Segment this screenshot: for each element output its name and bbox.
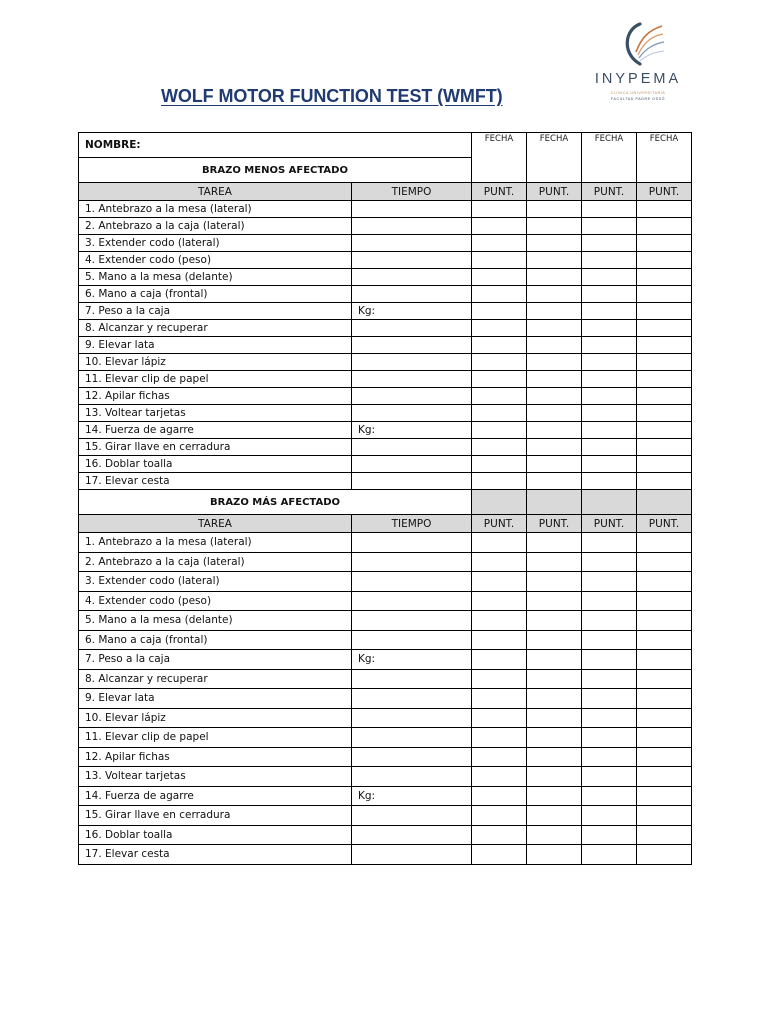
task-label: 1. Antebrazo a la mesa (lateral) [79,201,352,218]
score-cell[interactable] [472,405,527,422]
task-row [79,303,692,320]
section-title-row [79,490,692,515]
score-cell[interactable] [582,591,637,611]
column-header: TAREA [79,183,352,201]
task-row [79,422,692,439]
page-title: WOLF MOTOR FUNCTION TEST (WMFT) [161,86,503,106]
tiempo-cell[interactable] [352,439,472,456]
column-header-row [79,515,692,533]
score-cell[interactable] [582,456,637,473]
score-cell[interactable] [472,708,527,728]
task-label: 17. Elevar cesta [79,845,352,865]
task-row [79,405,692,422]
score-cell[interactable] [582,650,637,670]
score-cell[interactable] [472,630,527,650]
score-cell[interactable] [472,303,527,320]
score-cell[interactable] [637,337,692,354]
score-cell[interactable] [472,533,527,553]
task-label: 12. Apilar fichas [79,747,352,767]
tiempo-cell[interactable] [352,456,472,473]
score-cell[interactable] [637,806,692,826]
task-label: 7. Peso a la caja [79,650,352,670]
task-row [79,439,692,456]
score-cell[interactable] [472,320,527,337]
score-cell[interactable] [472,611,527,631]
fecha-placeholder-cell [582,490,637,515]
score-cell[interactable] [637,422,692,439]
task-row [79,767,692,787]
score-cell[interactable] [472,728,527,748]
score-cell[interactable] [527,650,582,670]
score-cell[interactable] [582,845,637,865]
score-cell[interactable] [472,825,527,845]
task-label: 17. Elevar cesta [79,473,352,490]
score-cell[interactable] [527,201,582,218]
score-cell[interactable] [637,611,692,631]
score-cell[interactable] [582,689,637,709]
task-label: 8. Alcanzar y recuperar [79,669,352,689]
tiempo-cell[interactable] [352,552,472,572]
wmft-form-table [78,132,692,865]
score-cell[interactable] [527,473,582,490]
logo-subtitle-2: FACULTAD PADRE OSSÓ [610,97,666,101]
score-cell[interactable] [527,806,582,826]
tiempo-cell[interactable] [352,611,472,631]
tiempo-cell[interactable] [352,405,472,422]
score-cell[interactable] [527,337,582,354]
task-row [79,708,692,728]
score-cell[interactable] [637,269,692,286]
fecha-field-1[interactable]: FECHA [472,133,527,183]
tiempo-cell[interactable] [352,354,472,371]
score-cell[interactable] [527,218,582,235]
score-cell[interactable] [527,320,582,337]
score-cell[interactable] [637,303,692,320]
tiempo-cell[interactable] [352,591,472,611]
task-row [79,728,692,748]
score-cell[interactable] [637,572,692,592]
score-cell[interactable] [472,767,527,787]
score-cell[interactable] [637,552,692,572]
logo-name: INYPEMA [594,71,682,87]
score-cell[interactable] [582,388,637,405]
score-cell[interactable] [527,388,582,405]
score-cell[interactable] [527,825,582,845]
score-cell[interactable] [582,630,637,650]
score-cell[interactable] [582,728,637,748]
task-label: 3. Extender codo (lateral) [79,235,352,252]
score-cell[interactable] [527,552,582,572]
score-cell[interactable] [527,286,582,303]
task-row [79,611,692,631]
logo-subtitle: CLÍNICA UNIVERSITARIA [610,91,666,95]
task-label: 6. Mano a caja (frontal) [79,286,352,303]
score-cell[interactable] [472,201,527,218]
score-cell[interactable] [637,747,692,767]
score-cell[interactable] [527,708,582,728]
score-cell[interactable] [527,591,582,611]
task-row [79,552,692,572]
score-cell[interactable] [472,422,527,439]
score-cell[interactable] [637,669,692,689]
task-label: 4. Extender codo (peso) [79,591,352,611]
column-header: PUNT. [472,515,527,533]
score-cell[interactable] [472,337,527,354]
task-label: 2. Antebrazo a la caja (lateral) [79,218,352,235]
score-cell[interactable] [527,572,582,592]
score-cell[interactable] [637,533,692,553]
score-cell[interactable] [527,252,582,269]
column-header: PUNT. [527,183,582,201]
score-cell[interactable] [527,533,582,553]
task-label: 9. Elevar lata [79,337,352,354]
score-cell[interactable] [582,218,637,235]
task-row [79,669,692,689]
task-label: 5. Mano a la mesa (delante) [79,611,352,631]
score-cell[interactable] [582,286,637,303]
score-cell[interactable] [582,337,637,354]
task-label: 15. Girar llave en cerradura [79,439,352,456]
column-header: PUNT. [637,183,692,201]
score-cell[interactable] [472,269,527,286]
score-cell[interactable] [527,371,582,388]
score-cell[interactable] [527,405,582,422]
score-cell[interactable] [637,218,692,235]
score-cell[interactable] [472,747,527,767]
task-label: 5. Mano a la mesa (delante) [79,269,352,286]
score-cell[interactable] [637,286,692,303]
column-header: TAREA [79,515,352,533]
score-cell[interactable] [637,630,692,650]
task-label: 13. Voltear tarjetas [79,405,352,422]
score-cell[interactable] [582,252,637,269]
score-cell[interactable] [472,650,527,670]
score-cell[interactable] [582,201,637,218]
column-header: PUNT. [582,183,637,201]
tiempo-cell[interactable] [352,767,472,787]
score-cell[interactable] [637,767,692,787]
tiempo-cell[interactable] [352,337,472,354]
score-cell[interactable] [637,201,692,218]
task-row [79,371,692,388]
score-cell[interactable] [582,235,637,252]
score-cell[interactable] [527,235,582,252]
score-cell[interactable] [582,806,637,826]
task-row [79,286,692,303]
task-row [79,456,692,473]
score-cell[interactable] [527,456,582,473]
score-cell[interactable] [527,630,582,650]
tiempo-cell[interactable] [352,845,472,865]
score-cell[interactable] [637,235,692,252]
tiempo-cell[interactable] [352,201,472,218]
score-cell[interactable] [527,689,582,709]
task-label: 15. Girar llave en cerradura [79,806,352,826]
score-cell[interactable] [582,767,637,787]
score-cell[interactable] [472,591,527,611]
task-label: 6. Mano a caja (frontal) [79,630,352,650]
score-cell[interactable] [472,786,527,806]
fecha-field-4[interactable]: FECHA [637,133,692,183]
inypema-logo-icon [610,22,666,70]
task-label: 9. Elevar lata [79,689,352,709]
score-cell[interactable] [472,572,527,592]
nombre-field[interactable]: NOMBRE: [79,133,472,158]
tiempo-cell[interactable] [352,473,472,490]
nombre-row [79,133,692,158]
tiempo-cell[interactable] [352,371,472,388]
tiempo-cell[interactable] [352,669,472,689]
score-cell[interactable] [527,747,582,767]
task-row [79,650,692,670]
score-cell[interactable] [582,405,637,422]
score-cell[interactable] [472,388,527,405]
score-cell[interactable] [527,303,582,320]
column-header: PUNT. [527,515,582,533]
score-cell[interactable] [637,650,692,670]
task-row [79,806,692,826]
score-cell[interactable] [472,689,527,709]
tiempo-cell[interactable] [352,235,472,252]
score-cell[interactable] [527,422,582,439]
task-row [79,473,692,490]
section-title: BRAZO MENOS AFECTADO [79,158,472,183]
score-cell[interactable] [582,320,637,337]
tiempo-cell[interactable] [352,218,472,235]
fecha-placeholder-cell [527,490,582,515]
task-row [79,269,692,286]
tiempo-cell[interactable]: Kg: [352,422,472,439]
task-row [79,845,692,865]
score-cell[interactable] [472,371,527,388]
column-header: TIEMPO [352,183,472,201]
task-label: 10. Elevar lápiz [79,708,352,728]
task-row [79,747,692,767]
task-row [79,252,692,269]
fecha-field-3[interactable]: FECHA [582,133,637,183]
column-header: PUNT. [582,515,637,533]
task-row [79,354,692,371]
task-row [79,825,692,845]
score-cell[interactable] [582,269,637,286]
score-cell[interactable] [582,422,637,439]
task-row [79,218,692,235]
score-cell[interactable] [637,825,692,845]
score-cell[interactable] [637,371,692,388]
clinic-logo [588,22,688,104]
column-header: PUNT. [472,183,527,201]
score-cell[interactable] [637,845,692,865]
score-cell[interactable] [472,218,527,235]
score-cell[interactable] [637,708,692,728]
score-cell[interactable] [637,252,692,269]
score-cell[interactable] [582,533,637,553]
score-cell[interactable] [527,786,582,806]
score-cell[interactable] [527,669,582,689]
column-header-row [79,183,692,201]
score-cell[interactable] [637,354,692,371]
score-cell[interactable] [582,786,637,806]
score-cell[interactable] [637,405,692,422]
score-cell[interactable] [472,456,527,473]
task-row [79,689,692,709]
score-cell[interactable] [582,572,637,592]
task-label: 3. Extender codo (lateral) [79,572,352,592]
tiempo-cell[interactable]: Kg: [352,786,472,806]
tiempo-cell[interactable] [352,533,472,553]
task-row [79,235,692,252]
score-cell[interactable] [582,303,637,320]
score-cell[interactable] [637,728,692,748]
tiempo-cell[interactable] [352,269,472,286]
column-header: TIEMPO [352,515,472,533]
score-cell[interactable] [637,591,692,611]
task-label: 10. Elevar lápiz [79,354,352,371]
fecha-field-2[interactable]: FECHA [527,133,582,183]
score-cell[interactable] [582,439,637,456]
score-cell[interactable] [582,825,637,845]
task-label: 8. Alcanzar y recuperar [79,320,352,337]
task-label: 11. Elevar clip de papel [79,728,352,748]
score-cell[interactable] [582,708,637,728]
score-cell[interactable] [472,473,527,490]
score-cell[interactable] [472,252,527,269]
score-cell[interactable] [527,611,582,631]
task-label: 7. Peso a la caja [79,303,352,320]
score-cell[interactable] [582,354,637,371]
task-row [79,591,692,611]
tiempo-cell[interactable] [352,286,472,303]
score-cell[interactable] [582,747,637,767]
task-label: 4. Extender codo (peso) [79,252,352,269]
tiempo-cell[interactable] [352,689,472,709]
tiempo-cell[interactable] [352,572,472,592]
tiempo-cell[interactable] [352,825,472,845]
task-label: 11. Elevar clip de papel [79,371,352,388]
score-cell[interactable] [472,552,527,572]
fecha-placeholder-cell [637,490,692,515]
score-cell[interactable] [582,669,637,689]
task-row [79,320,692,337]
column-header: PUNT. [637,515,692,533]
score-cell[interactable] [637,689,692,709]
score-cell[interactable] [527,269,582,286]
score-cell[interactable] [637,473,692,490]
score-cell[interactable] [582,473,637,490]
section-title: BRAZO MÁS AFECTADO [79,490,472,515]
task-label: 14. Fuerza de agarre [79,422,352,439]
tiempo-cell[interactable] [352,806,472,826]
fecha-placeholder-cell [472,490,527,515]
tiempo-cell[interactable] [352,320,472,337]
score-cell[interactable] [637,439,692,456]
task-row [79,630,692,650]
score-cell[interactable] [582,371,637,388]
score-cell[interactable] [637,786,692,806]
score-cell[interactable] [637,320,692,337]
score-cell[interactable] [472,439,527,456]
task-row [79,337,692,354]
score-cell[interactable] [527,354,582,371]
score-cell[interactable] [582,552,637,572]
score-cell[interactable] [472,669,527,689]
task-label: 1. Antebrazo a la mesa (lateral) [79,533,352,553]
tiempo-cell[interactable] [352,388,472,405]
tiempo-cell[interactable] [352,630,472,650]
score-cell[interactable] [527,845,582,865]
score-cell[interactable] [472,286,527,303]
task-row [79,572,692,592]
score-cell[interactable] [637,388,692,405]
task-label: 16. Doblar toalla [79,825,352,845]
score-cell[interactable] [582,611,637,631]
tiempo-cell[interactable] [352,708,472,728]
tiempo-cell[interactable] [352,747,472,767]
task-label: 2. Antebrazo a la caja (lateral) [79,552,352,572]
score-cell[interactable] [527,728,582,748]
tiempo-cell[interactable] [352,252,472,269]
task-row [79,388,692,405]
score-cell[interactable] [472,806,527,826]
score-cell[interactable] [527,767,582,787]
task-label: 12. Apilar fichas [79,388,352,405]
score-cell[interactable] [527,439,582,456]
task-row [79,533,692,553]
tiempo-cell[interactable]: Kg: [352,650,472,670]
task-label: 13. Voltear tarjetas [79,767,352,787]
task-row [79,201,692,218]
score-cell[interactable] [637,456,692,473]
task-label: 16. Doblar toalla [79,456,352,473]
score-cell[interactable] [472,845,527,865]
task-row [79,786,692,806]
score-cell[interactable] [472,235,527,252]
score-cell[interactable] [472,354,527,371]
task-label: 14. Fuerza de agarre [79,786,352,806]
tiempo-cell[interactable]: Kg: [352,303,472,320]
tiempo-cell[interactable] [352,728,472,748]
